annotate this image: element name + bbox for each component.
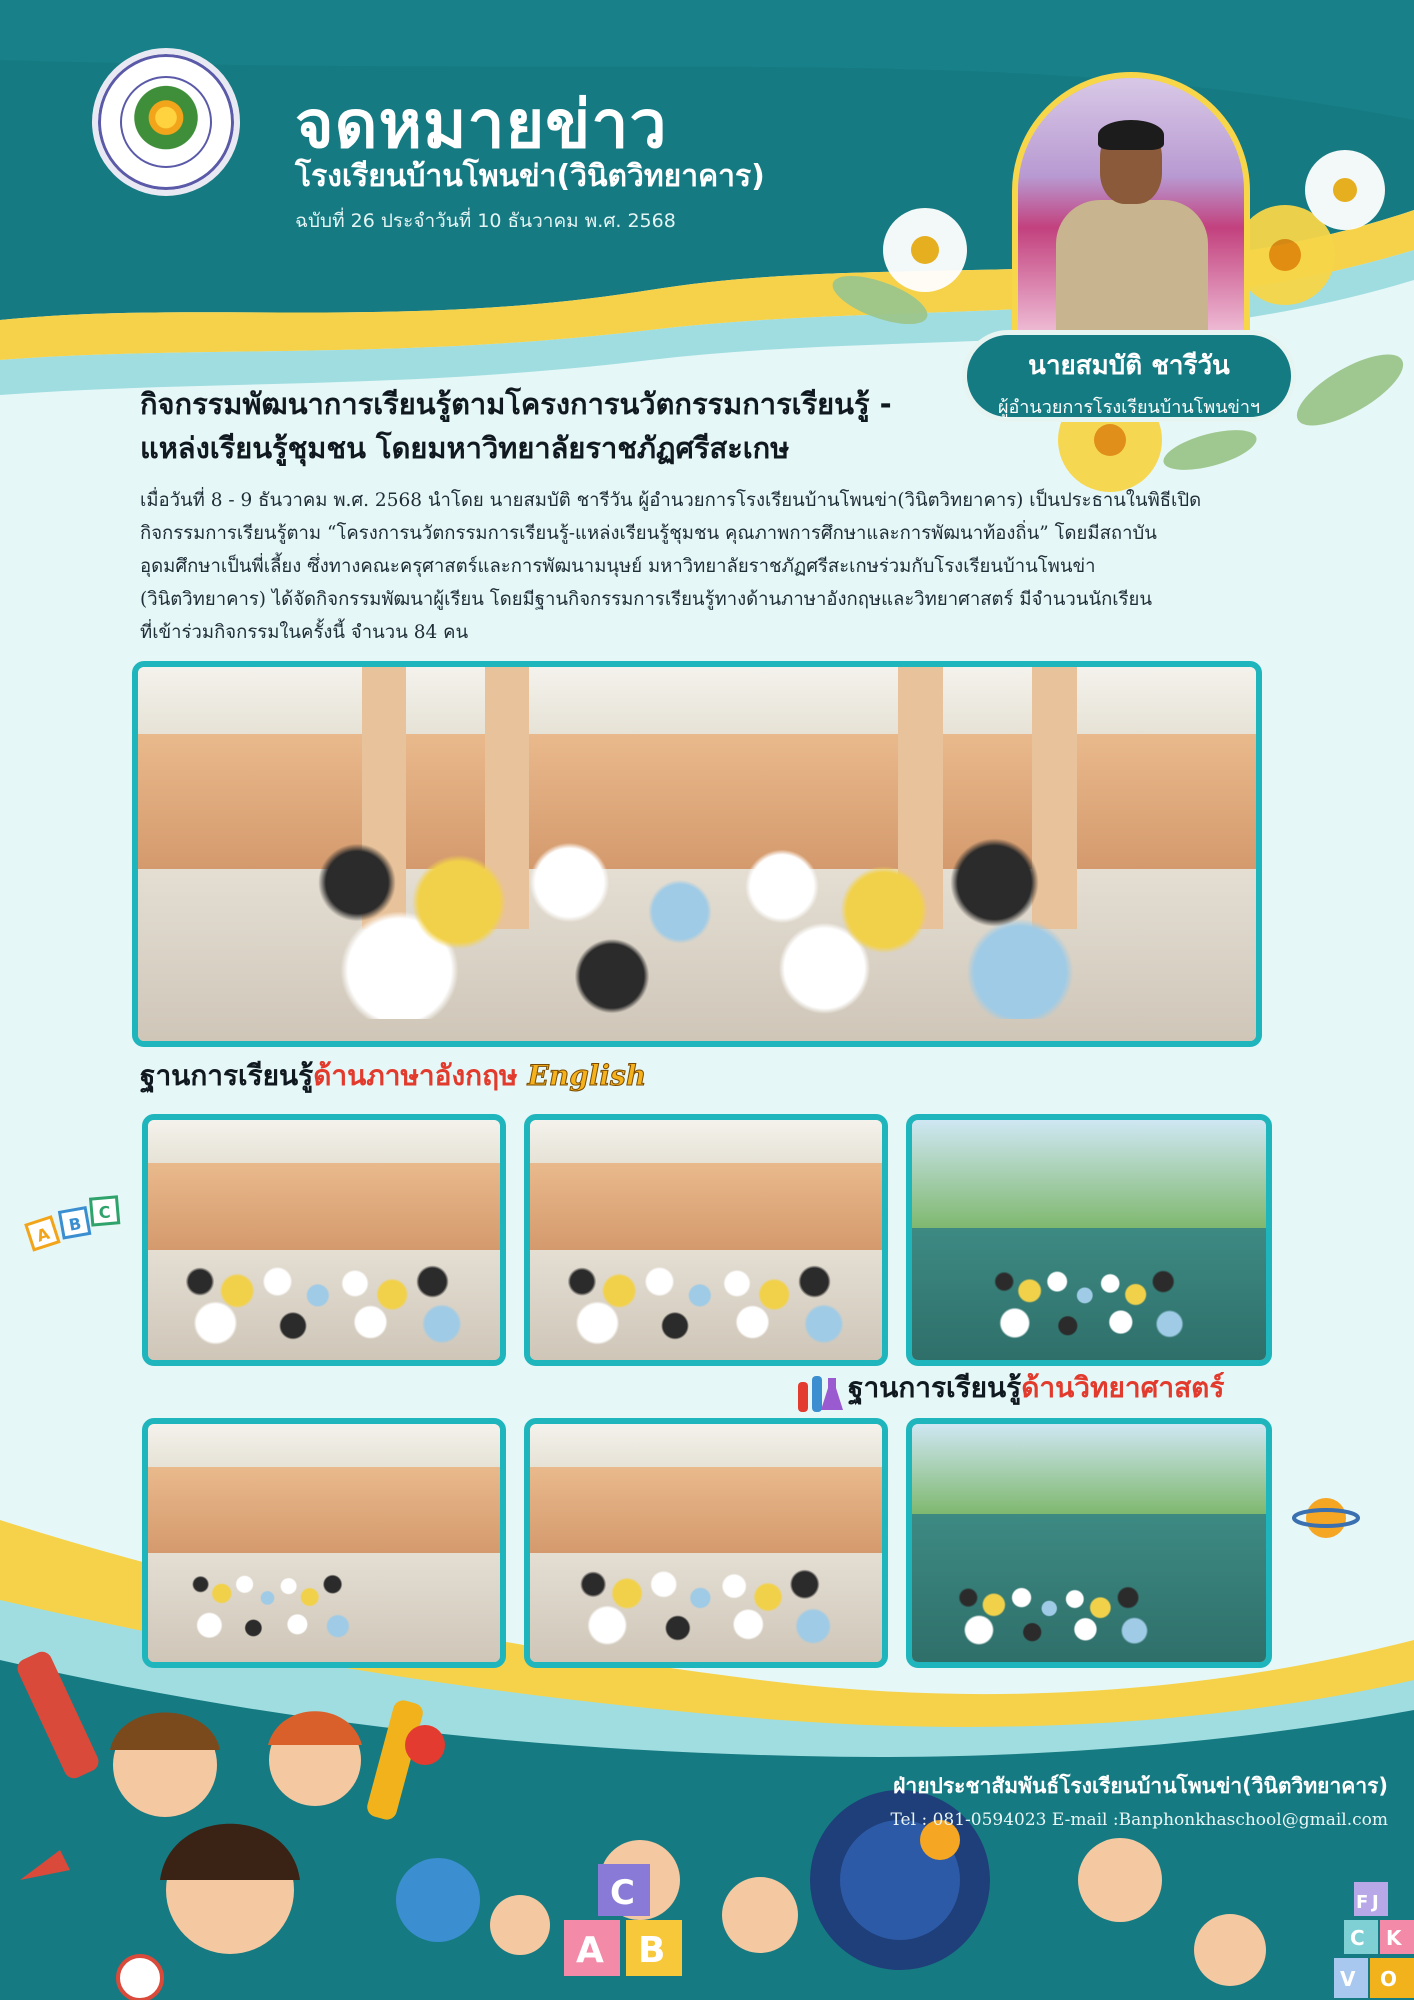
english-photo-1 — [142, 1114, 506, 1366]
article-body — [140, 484, 1240, 649]
corner-block-c: C — [1350, 1926, 1365, 1950]
body-line: (วินิตวิทยาคาร) ได้จัดกิจกรรมพัฒนาผู้เรียน โดยมีฐานกิจกรรมการเรียนรู้ทางด้านภาษาอังกฤษและวิทยาศาสตร์ มีจำนวนนักเรียน — [140, 589, 1153, 610]
english-title-prefix: ฐานการเรียนรู้ — [140, 1059, 314, 1092]
director-name: นายสมบัติ ชารีวัน — [1028, 351, 1230, 381]
abc-block-b: B — [67, 1213, 83, 1235]
newsletter-title: จดหมายข่าว — [295, 86, 668, 163]
science-title-highlight: ด้านวิทยาศาสตร์ — [1021, 1371, 1225, 1404]
english-title-highlight: ด้านภาษาอังกฤษ — [313, 1059, 518, 1092]
abc-block-c: C — [97, 1202, 112, 1223]
english-section-title — [140, 1059, 647, 1092]
headline-line-1: กิจกรรมพัฒนาการเรียนรู้ตามโครงการนวัตกรรมการเรียนรู้ - — [140, 387, 892, 421]
footer-organization: ฝ่ายประชาสัมพันธ์โรงเรียนบ้านโพนข่า(วินิตวิทยาคาร) — [893, 1774, 1388, 1798]
corner-block-o: O — [1380, 1967, 1398, 1991]
footer-block-c: C — [610, 1873, 635, 1913]
science-photo-1 — [142, 1418, 506, 1668]
science-section-title — [848, 1371, 1225, 1404]
headline-line-2: แหล่งเรียนรู้ชุมชน โดยมหาวิทยาลัยราชภัฏศรีสะเกษ — [140, 431, 790, 465]
abc-footer-blocks-icon — [560, 1862, 700, 2000]
body-line: ที่เข้าร่วมกิจกรรมในครั้งนี้ จำนวน 84 คน — [140, 622, 469, 643]
corner-block-f: F — [1356, 1892, 1369, 1913]
issue-info: ฉบับที่ 26 ประจำวันที่ 10 ธันวาคม พ.ศ. 2568 — [295, 210, 676, 232]
abc-blocks-icon — [24, 1180, 124, 1260]
director-name-plate — [962, 330, 1296, 422]
english-tag: English — [527, 1059, 647, 1092]
letter-blocks-icon — [1334, 1880, 1414, 2000]
english-photo-3 — [906, 1114, 1272, 1366]
school-logo — [92, 48, 240, 196]
science-photo-3 — [906, 1418, 1272, 1668]
director-portrait — [1012, 72, 1250, 342]
corner-block-j: J — [1372, 1892, 1379, 1913]
footer-contact: Tel : 081-0594023 E-mail :Banphonkhaschool@gmail.com — [890, 1810, 1388, 1830]
body-line: เมื่อวันที่ 8 - 9 ธันวาคม พ.ศ. 2568 นำโดย นายสมบัติ ชารีวัน ผู้อำนวยการโรงเรียนบ้านโพนข่า(วินิตวิทยาคาร) เป็นประธานในพิธีเปิด — [140, 490, 1202, 511]
abc-block-a: A — [34, 1223, 52, 1246]
english-photo-2 — [524, 1114, 888, 1366]
body-line: กิจกรรมการเรียนรู้ตาม “โครงการนวัตกรรมการเรียนรู้-แหล่งเรียนรู้ชุมชน คุณภาพการศึกษาและการพัฒนาท้องถิ่น” โดยมีสถาบัน — [140, 523, 1157, 544]
footer-block-b: B — [638, 1930, 666, 1971]
corner-block-v: V — [1340, 1967, 1356, 1991]
body-line: อุดมศึกษาเป็นพี่เลี้ยง ซึ่งทางคณะครุศาสตร์และการพัฒนามนุษย์ มหาวิทยาลัยราชภัฏศรีสะเกษร่วมกับโรงเรียนบ้านโพนข่า — [140, 556, 1096, 577]
group-photo — [132, 661, 1262, 1047]
article-headline — [140, 382, 980, 470]
science-title-prefix: ฐานการเรียนรู้ — [848, 1371, 1022, 1404]
footer-block-a: A — [576, 1930, 604, 1971]
school-name: โรงเรียนบ้านโพนข่า(วินิตวิทยาคาร) — [295, 159, 765, 194]
science-photo-2 — [524, 1418, 888, 1668]
corner-block-k: K — [1386, 1926, 1402, 1950]
director-role: ผู้อำนวยการโรงเรียนบ้านโพนข่าฯ — [997, 397, 1261, 418]
science-flask-icon — [794, 1370, 844, 1416]
